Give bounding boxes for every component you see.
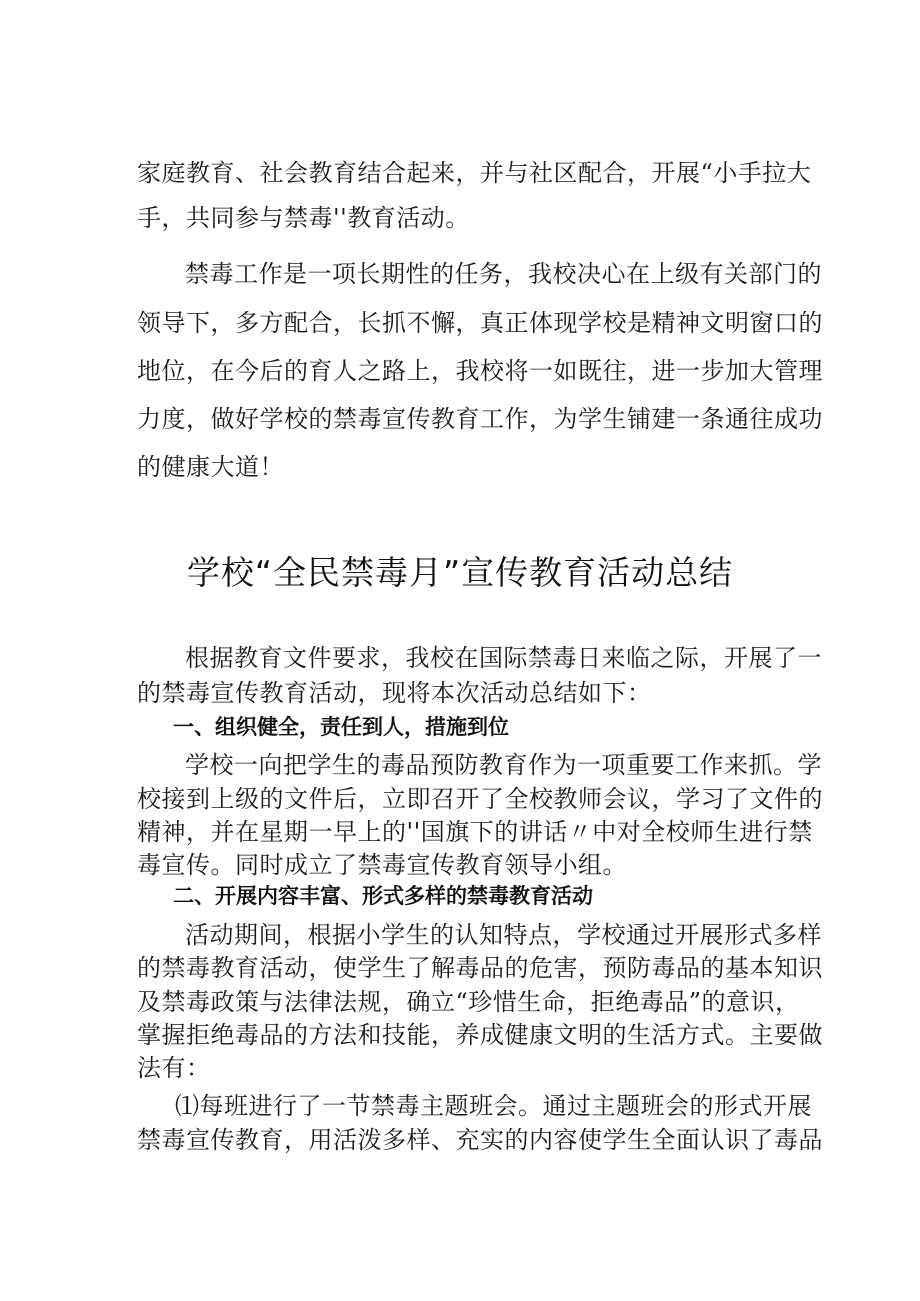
paragraph-line: 掌握拒绝毒品的方法和技能，养成健康文明的生活方式。主要做 (137, 1021, 823, 1049)
paragraph-line: 领导下，多方配合，长抓不懈，真正体现学校是精神文明窗口的 (137, 309, 823, 337)
paragraph-line: 地位，在今后的育人之路上，我校将一如既往，进一步加大管理 (137, 357, 823, 385)
paragraph-line: 校接到上级的文件后，立即召开了全校教师会议，学习了文件的 (137, 785, 823, 813)
section-heading: 二、开展内容丰富、形式多样的禁毒教育活动 (173, 884, 593, 908)
paragraph-line: 手，共同参与禁毒''教育活动。 (137, 204, 470, 232)
paragraph-line: ⑴每班进行了一节禁毒主题班会。通过主题班会的形式开展 (175, 1092, 812, 1120)
paragraph-line: 禁毒工作是一项长期性的任务，我校决心在上级有关部门的 (185, 260, 822, 288)
paragraph-line: 学校一向把学生的毒品预防教育作为一项重要工作来抓。学 (185, 751, 822, 779)
paragraph-line: 精神，并在星期一早上的''国旗下的讲话〃中对全校师生进行禁 (137, 818, 813, 846)
paragraph-line: 家庭教育、社会教育结合起来，并与社区配合，开展“小手拉大 (137, 159, 812, 187)
paragraph-line: 及禁毒政策与法律法规，确立“珍惜生命，拒绝毒品”的意识， (137, 988, 800, 1016)
paragraph-line: 的健康大道！ (137, 453, 284, 481)
paragraph-line: 法有： (137, 1054, 211, 1082)
paragraph-line: 根据教育文件要求，我校在国际禁毒日来临之际，开展了一 (185, 644, 822, 672)
paragraph-line: 的禁毒宣传教育活动，现将本次活动总结如下： (137, 679, 652, 707)
paragraph-line: 活动期间，根据小学生的认知特点，学校通过开展形式多样 (185, 921, 822, 949)
paragraph-line: 禁毒宣传教育，用活泼多样、充实的内容使学生全面认识了毒品 (137, 1126, 823, 1154)
section-heading: 一、组织健全，责任到人，措施到位 (173, 715, 509, 739)
paragraph-line: 力度，做好学校的禁毒宣传教育工作，为学生铺建一条通往成功 (137, 405, 823, 433)
paragraph-line: 的禁毒教育活动，使学生了解毒品的危害，预防毒品的基本知识 (137, 954, 823, 982)
paragraph-line: 毒宣传。同时成立了禁毒宣传教育领导小组。 (137, 851, 627, 879)
document-title: 学校“全民禁毒月”宣传教育活动总结 (186, 553, 734, 592)
